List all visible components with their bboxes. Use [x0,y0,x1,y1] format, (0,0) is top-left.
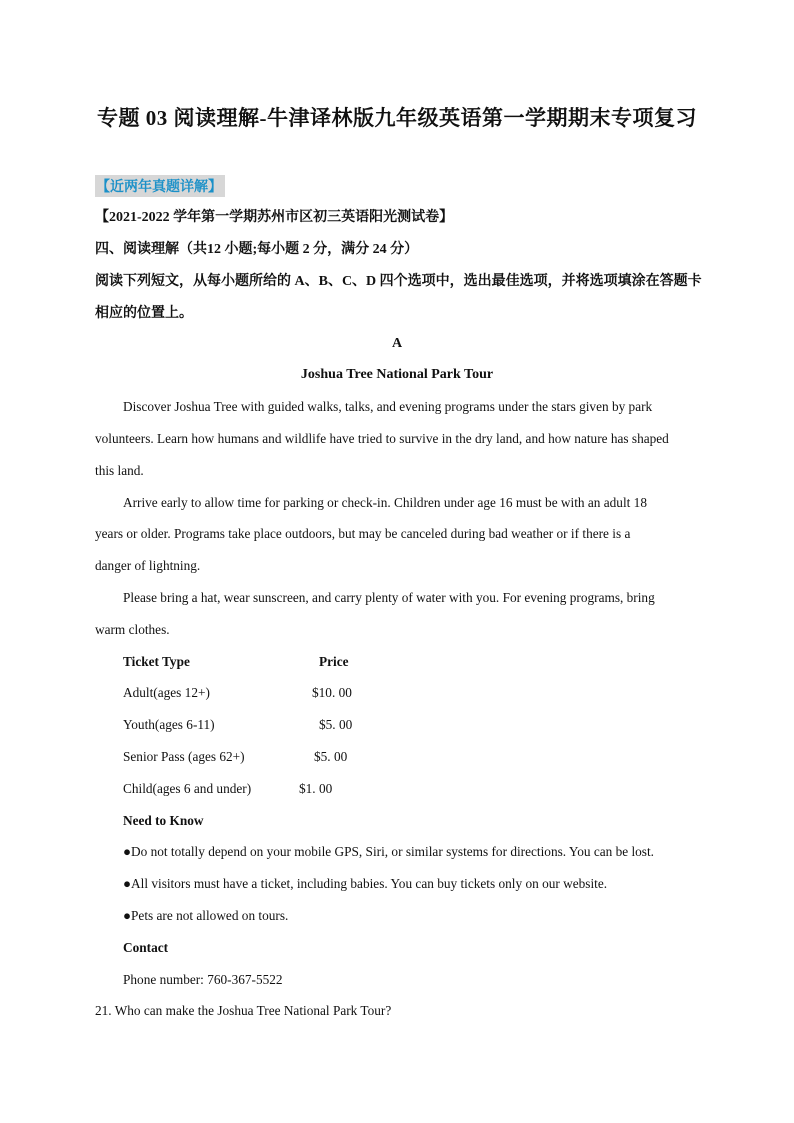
ticket-row-youth-price: $5. 00 [319,717,353,732]
question-21: 21. Who can make the Joshua Tree National Park Tour? [95,1003,392,1018]
paragraph-1-line-1: Discover Joshua Tree with guided walks, talks, and evening programs under the stars given by park [123,399,653,414]
ticket-row-child-price: $1. 00 [299,781,333,796]
instruction-line-2: 相应的位置上。 [95,306,193,321]
page-title: 专题 03 阅读理解-牛津译林版九年级英语第一学期期末专项复习 [97,106,697,130]
passage-letter: A [391,336,403,351]
paragraph-2-line-3: danger of lightning. [95,558,201,573]
ticket-row-senior-price: $5. 00 [314,749,348,764]
need-to-know-item-1: ●Do not totally depend on your mobile GPS, Siri, or similar systems for directions. You can be lost. [123,844,655,859]
paragraph-3-line-1: Please bring a hat, wear sunscreen, and carry plenty of water with you. For evening programs, bring [123,590,655,605]
ticket-row-adult-price: $10. 00 [312,685,352,700]
ticket-row-youth-type: Youth(ages 6-11) [123,717,215,732]
paragraph-1-line-2: volunteers. Learn how humans and wildlife have tried to survive in the dry land, and how nature has shaped [95,431,669,446]
price-header: Price [319,654,349,669]
ticket-row-adult-type: Adult(ages 12+) [123,685,210,700]
paragraph-3-line-2: warm clothes. [95,622,170,637]
passage-title: Joshua Tree National Park Tour [300,367,494,382]
section-tag: 【近两年真题详解】 [95,175,225,197]
paragraph-1-line-3: this land. [95,463,144,478]
ticket-row-senior-type: Senior Pass (ages 62+) [123,749,245,764]
instruction-line-1: 阅读下列短文，从每小题所给的 A、B、C、D 四个选项中，选出最佳选项，并将选项填涂在答题卡 [95,274,702,289]
paragraph-2-line-1: Arrive early to allow time for parking or check-in. Children under age 16 must be with an adult 18 [123,495,647,510]
part-heading: 四、阅读理解（共12 小题;每小题 2 分，满分 24 分） [95,242,419,257]
contact-phone: Phone number: 760-367-5522 [123,972,283,987]
paragraph-2-line-2: years or older. Programs take place outdoors, but may be canceled during bad weather or if there is a [95,526,631,541]
need-to-know-item-3: ●Pets are not allowed on tours. [123,908,289,923]
need-to-know-item-2: ●All visitors must have a ticket, including babies. You can buy tickets only on our website. [123,876,608,891]
ticket-type-header: Ticket Type [123,654,190,669]
contact-heading: Contact [123,940,169,955]
ticket-row-child-type: Child(ages 6 and under) [123,781,252,796]
need-to-know-heading: Need to Know [123,813,204,828]
exam-source: 【2021-2022 学年第一学期苏州市区初三英语阳光测试卷】 [95,210,454,225]
